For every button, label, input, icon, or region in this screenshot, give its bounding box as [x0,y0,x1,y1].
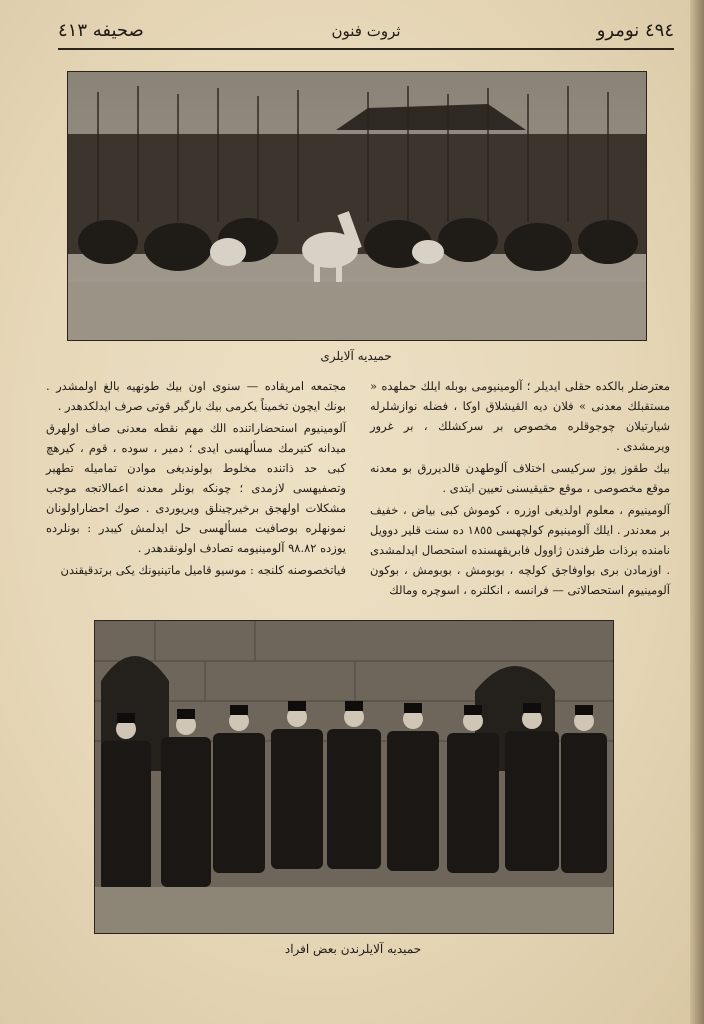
left-text-column [46,376,346,582]
cavalry-photo [67,71,647,341]
paragraph: مجتمعه امریقاده — سنوی اون بیك طونهیه بالغ اولمشدر . بونك ایچون تخمیناً یكرمی بیك بارگیر قوتی صرف ایدلكدهدر . [46,379,346,413]
paragraph: بیك طقوز یوز سركیسی اختلاف آلوطهدن قالدیررق بو معدنه موقع مخصوصی ، موقع حقیقیسنی تعیین ایتدی . [370,461,670,495]
soldiers-photo-caption: حمیدیه آلایلرندن بعض افراد [284,942,422,956]
soldiers-photo [94,620,614,934]
paragraph: فیاتخصوصنه كلنجه : موسیو قامیل ماتینیونك یكی برتدقیقندن [60,563,346,577]
paragraph: آلومینیوم ، معلوم اولدیغی اوزره ، كوموش كبی بیاض ، خفیف بر معدندر . ایلك آلومینیوم كولچهسی ١٨٥٥ ده سنت قلیر دوویل نامنده برذات طرفندن ژاوول فابریقهسنده استحصال ایدلمشدی . اوزمادن بری بواوفاجق كولچه ، بوبومش ، بوبومش ، بوكون آلومینیوم استحصالاتی — فرانسه ، انكلتره ، اسوچره ومالك [370,503,670,597]
page-header [58,20,674,48]
cavalry-photo-image [68,72,646,340]
soldiers-photo-image [95,621,613,933]
issue-number: ٤٩٤ نومرو [596,20,674,41]
page-number: صحیفه ٤١٣ [58,20,144,41]
right-text-column [370,376,670,602]
paragraph: آلومینیوم استحضاراتنده الك مهم نقطه معدنی صاف اولهرق میدانه كتیرمك مسألهسی ایدی ؛ دمیر ، سوده ، قوم ، كیرهچ كبی حد ذاتنده مخلوط بولوندیغی موادن تمامیله تطهیر وتصفیهسی لازمدی ؛ چونكه بونلر معدنه اعمالاتجه موجب مشكلات اولهجق برخیرچینلق ویریوردی . صوك احضاراولونان نمونهلره بوصافیت مسألهسی حل ایدلمش كیبدر : بونلرده یوزده ٩٨.٨٢ آلومینیومه تصادف اولونقدهدر . [46,421,346,555]
header-rule [58,48,674,50]
cavalry-photo-caption: حمیدیه آلایلری [320,349,392,363]
page-edge [690,0,704,1024]
magazine-title: ثروت فنون [331,22,401,40]
paragraph: معترضلر بالكده حقلی ایدیلر ؛ آلومینیومی بوبله ایلك حملهده « مستقبلك معدنی » فلان دیه القیشلاق اوكا ، فضله نوازشلرله شیارتیلان چوجوقلره مخصوص بر سركشلك ، بر غرور ویرمشدی . [370,379,670,453]
